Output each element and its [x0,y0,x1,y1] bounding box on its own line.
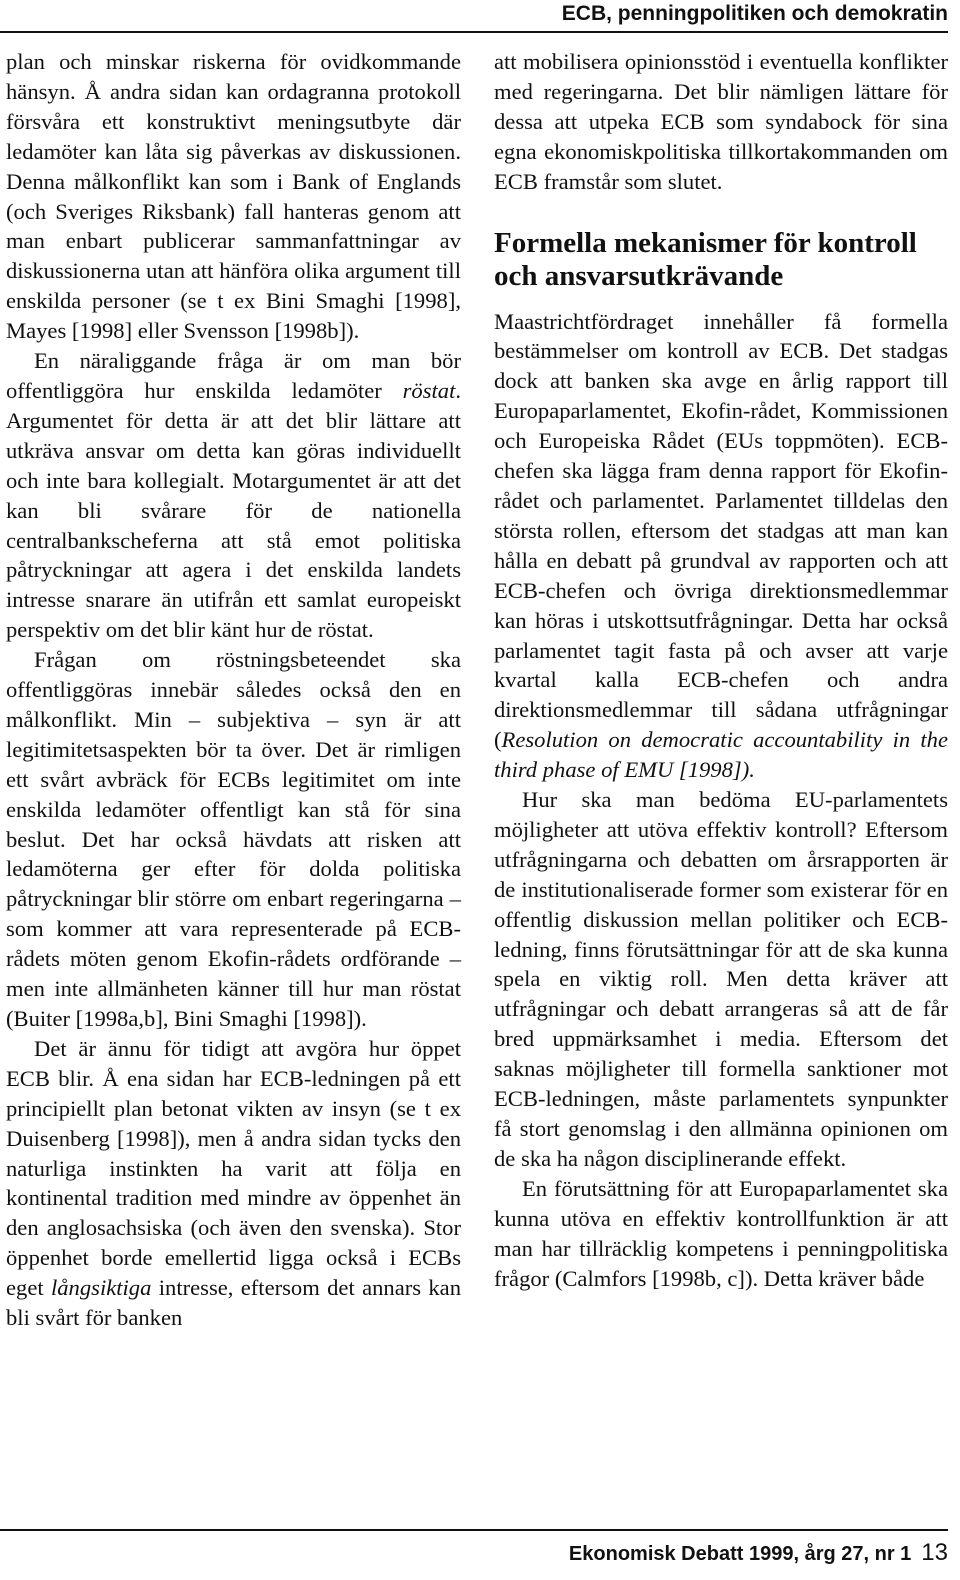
paragraph: Frågan om röstningsbeteendet ska offentliggöras innebär således också den en målkonflikt. Min – subjektiva – syn är att legitimitetsaspekten bör ta över. Det är rimligen ett svårt avbräck för ECBs legitimitet om inte enskilda ledamöter offentligt kan stå för sina beslut. Det har också hävdats att risken att ledamöterna ger efter för dolda politiska påtryckningar blir större om enbart regeringarna – som kommer att vara representerade på ECB-rådets möten genom Ekofin-rådets ordförande – men inte allmänheten känner till hur man röstat (Buiter [1998a,b], Bini Smaghi [1998]). [6,647,461,1031]
header-rule [0,31,948,33]
paragraph: En näraliggande fråga är om man bör offentliggöra hur enskilda ledamöter röstat. Argumentet för detta är att det blir lättare att utkräva ansvar om detta kan göras individuellt och inte bara kollegialt. Motargumentet är att det kan bli svårare för de nationella centralbankscheferna att stå emot politiska påtryckningar att agera i det enskilda landets intresse snarare än utifrån ett samlat europeiskt perspektiv om det blir känt hur de röstat. [6,348,461,643]
emphasis: Resolution on democratic accountability in the third phase of EMU [1998]). [494,727,948,783]
right-column [494,47,948,1293]
emphasis: långsiktiga [50,1275,152,1301]
footer-rule [0,1529,948,1531]
paragraph: Det är ännu för tidigt att avgöra hur öppet ECB blir. Å ena sidan har ECB-ledningen på ett principiellt plan betonat vikten av insyn (se t ex Duisenberg [1998]), men å andra sidan tycks den naturliga instinkten ha varit att följa en kontinental tradition med mindre av öppenhet än den anglosachsiska (och även den svenska). Stor öppenhet borde emellertid ligga också i ECBs eget långsiktiga intresse, eftersom det annars kan bli svårt för banken [6,1035,462,1331]
paragraph: En förutsättning för att Europaparlamentet ska kunna utöva en effektiv kontrollfunktion är att man har tillräcklig kompetens i penningpolitiska frågor (Calmfors [1998b, c]). Detta kräver både [494,1175,948,1291]
left-column [6,47,461,1333]
page-footer [0,1538,948,1569]
journal-citation: Ekonomisk Debatt 1999, årg 27, nr 1 [568,1543,912,1565]
paragraph: att mobilisera opinionsstöd i eventuella konflikter med regeringarna. Det blir nämligen lättare för dessa att utpeka ECB som syndabock för sina egna ekonomiskpolitiska tillkortakommanden om ECB framstår som slutet. [494,49,948,194]
paragraph: Maastrichtfördraget innehåller få formella bestämmelser om kontroll av ECB. Det stadgas dock att banken ska avge en årlig rapport till Europaparlamentet, Ekofin-rådet, Kommissionen och Europeiska Rådet (EUs toppmöten). ECB-chefen ska lägga fram denna rapport för Ekofin-rådet och parlamentet. Parlamentet tilldelas den största rollen, eftersom det stadgas att man kan hålla en debatt på grundval av rapporten och att ECB-chefen och övriga direktionsmedlemmar kan höras i utskottsutfrågningar. Detta har också parlamentet tagit fasta på och avser att varje kvartal kalla ECB-chefen och andra direktionsmedlemmar till sådana utfrågningar (Resolution on democratic accountability in the third phase of EMU [1998]). [494,308,948,783]
paragraph: Hur ska man bedöma EU-parlamentets möjligheter att utöva effektiv kontroll? Eftersom utfrågningarna och debatten om årsrapporten är de institutionaliserade former som existerar för en offentlig diskussion mellan politiker och ECB-ledning, finns förutsättningar för att de ska kunna spela en viktig roll. Men detta kräver att utfrågningar och debatt arrangeras så att de får bred uppmärksamhet i media. Eftersom det saknas möjligheter till formella sanktioner mot ECB-ledningen, måste parlamentets synpunkter få stort genomslag i den allmänna opinionen om de ska ha någon disciplinerande effekt. [494,787,948,1171]
running-title: ECB, penningpolitiken och demokratin [561,2,948,25]
section-heading: Formella mekanismer för kontroll och ansvarsutkrävande [494,226,917,292]
paragraph: plan och minskar riskerna för ovidkommande hänsyn. Å andra sidan kan ordagranna protokoll försvåra ett konstruktivt meningsutbyte där ledamöter kan låta sig påverkas av diskussionen. Denna målkonflikt kan som i Bank of Englands (och Sveriges Riksbank) fall hanteras genom att man enbart publicerar sammanfattningar av diskussionerna utan att hänföra olika argument till enskilda personer (se t ex Bini Smaghi [1998], Mayes [1998] eller Svensson [1998b]). [6,49,461,344]
emphasis: röstat [402,377,456,403]
running-header [0,0,948,28]
page-number: 13 [921,1539,948,1566]
